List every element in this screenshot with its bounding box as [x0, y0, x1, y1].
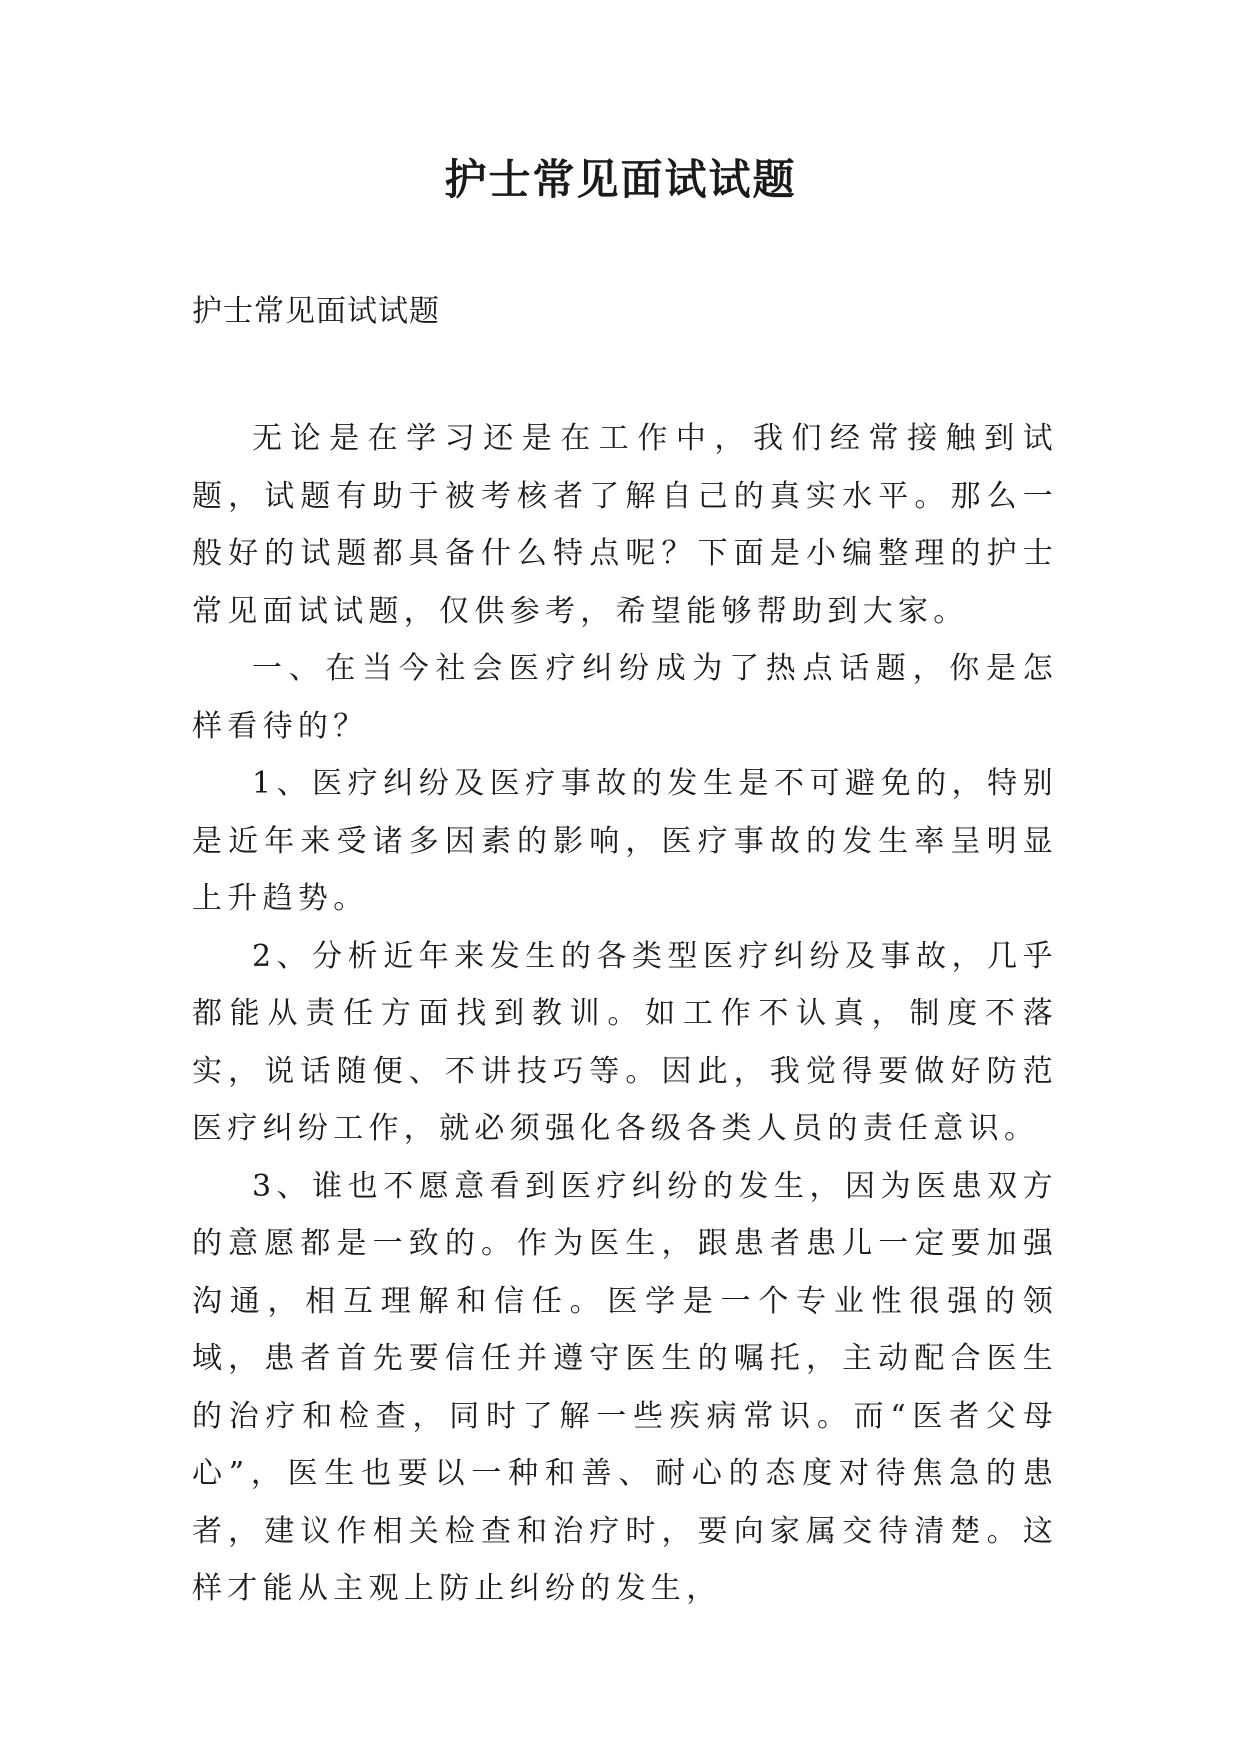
- document-body: [192, 410, 1058, 1618]
- paragraph-answer-1: 1、医疗纠纷及医疗事故的发生是不可避免的，特别是近年来受诸多因素的影响，医疗事故的发生率呈明显上升趋势。: [192, 766, 1058, 916]
- document-title: 护士常见面试试题: [444, 155, 797, 204]
- paragraph-intro: 无论是在学习还是在工作中，我们经常接触到试题，试题有助于被考核者了解自己的真实水平。那么一般好的试题都具备什么特点呢？下面是小编整理的护士常见面试试题，仅供参考，希望能够帮助到大家。: [192, 421, 1058, 629]
- paragraph-answer-3: 3、谁也不愿意看到医疗纠纷的发生，因为医患双方的意愿都是一致的。作为医生，跟患者患儿一定要加强沟通，相互理解和信任。医学是一个专业性很强的领域，患者首先要信任并遵守医生的嘱托，主动配合医生的治疗和检查，同时了解一些疾病常识。而“医者父母心”，医生也要以一种和善、耐心的态度对待焦急的患者，建议作相关检查和治疗时，要向家属交待清楚。这样才能从主观上防止纠纷的发生，: [192, 1168, 1058, 1606]
- document-subtitle: 护士常见面试试题: [192, 294, 440, 329]
- paragraph-question-1: 一、在当今社会医疗纠纷成为了热点话题，你是怎样看待的？: [192, 651, 1058, 744]
- paragraph-answer-2: 2、分析近年来发生的各类型医疗纠纷及事故，几乎都能从责任方面找到教训。如工作不认真，制度不落实，说话随便、不讲技巧等。因此，我觉得要做好防范医疗纠纷工作，就必须强化各级各类人员的责任意识。: [192, 938, 1058, 1146]
